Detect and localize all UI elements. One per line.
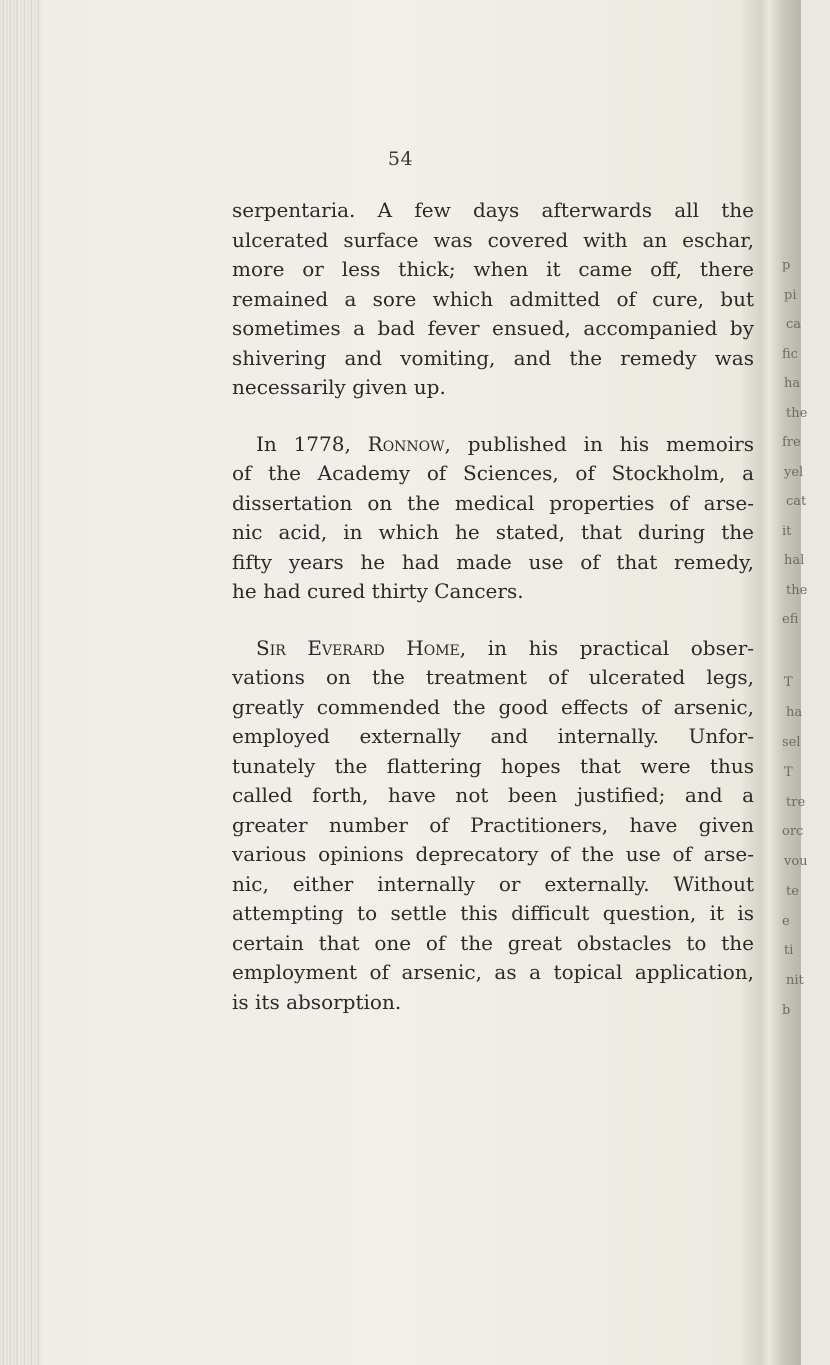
bleed-fragment: pi	[784, 287, 797, 303]
text-line: necessarily given up.	[232, 375, 446, 399]
bleed-fragment: it	[782, 523, 792, 539]
page-number: 54	[387, 148, 414, 170]
bleed-fragment: ha	[784, 376, 801, 391]
bleed-fragment: tre	[786, 794, 806, 810]
bleed-fragment: T	[784, 675, 793, 691]
text-line: dissertation on the medical properties of arse-	[232, 490, 754, 515]
text-line: serpentaria. A few days afterwards all the	[232, 198, 754, 222]
bleed-fragment: efi	[782, 612, 799, 627]
text-line: Sir Everard Home, in his practical obser-	[256, 635, 755, 660]
bleed-fragment: the	[786, 405, 808, 421]
bleed-fragment: cat	[786, 494, 807, 509]
bleed-fragment: e	[782, 913, 790, 929]
bleed-fragment: fic	[782, 346, 798, 362]
text-line: vations on the treatment of ulcerated legs,	[232, 665, 754, 689]
text-line: greatly commended the good effects of arsenic,	[232, 694, 754, 719]
bleed-fragment: vou	[784, 854, 808, 870]
bleed-fragment: T	[784, 764, 793, 780]
bleed-fragment: ha	[786, 705, 803, 721]
text-line: more or less thick; when it came off, there	[232, 257, 754, 281]
bleed-fragment: p	[782, 258, 791, 273]
text-line: shivering and vomiting, and the remedy was	[232, 345, 754, 370]
paragraph-1	[232, 196, 754, 403]
bleed-fragment: fre	[782, 435, 801, 450]
text-line: of the Academy of Sciences, of Stockholm, a	[232, 461, 754, 485]
text-line: is its absorption.	[232, 989, 402, 1014]
bleed-fragment: hal	[784, 553, 805, 568]
text-line: nic, either internally or externally. Without	[232, 871, 754, 896]
text-line: sometimes a bad fever ensued, accompanied by	[232, 316, 754, 340]
text-line: ulcerated surface was covered with an eschar,	[232, 227, 754, 252]
bleed-fragment: sel	[782, 734, 801, 750]
text-line: employment of arsenic, as a topical application,	[232, 960, 754, 984]
small-caps-name: Sir Everard Home	[256, 635, 460, 660]
text-line: In 1778, Ronnow, published in his memoirs	[256, 431, 754, 456]
body-text	[232, 196, 754, 1044]
text-line: employed externally and internally. Unfor-	[232, 724, 754, 748]
left-gutter-binding	[0, 0, 42, 1365]
bleed-fragment: b	[782, 1003, 791, 1019]
bleed-fragment: ca	[786, 317, 802, 332]
bleed-fragment: te	[786, 883, 799, 899]
bleed-fragment: the	[786, 582, 808, 598]
text-line: greater number of Practitioners, have given	[232, 812, 754, 837]
text-line: tunately the flattering hopes that were thus	[232, 753, 754, 778]
text-line: called forth, have not been justified; and a	[232, 783, 754, 807]
bleed-fragment: ti	[784, 943, 794, 959]
text-line: various opinions deprecatory of the use of arse-	[232, 842, 754, 866]
text-line: remained a sore which admitted of cure, but	[232, 286, 754, 311]
text-line: certain that one of the great obstacles to the	[232, 930, 754, 955]
bleed-fragment: orc	[782, 824, 804, 840]
text-line: fifty years he had made use of that remedy,	[232, 549, 754, 574]
text-line: he had cured thirty Cancers.	[232, 579, 524, 603]
bleed-fragment: yel	[784, 464, 804, 480]
text-line: attempting to settle this difficult question, it is	[232, 901, 754, 925]
small-caps-name: Ronnow	[367, 431, 445, 456]
paragraph-2	[232, 430, 754, 607]
text-line: nic acid, in which he stated, that during the	[232, 520, 754, 544]
paragraph-3	[232, 634, 754, 1018]
bleed-fragment: nit	[786, 973, 804, 989]
